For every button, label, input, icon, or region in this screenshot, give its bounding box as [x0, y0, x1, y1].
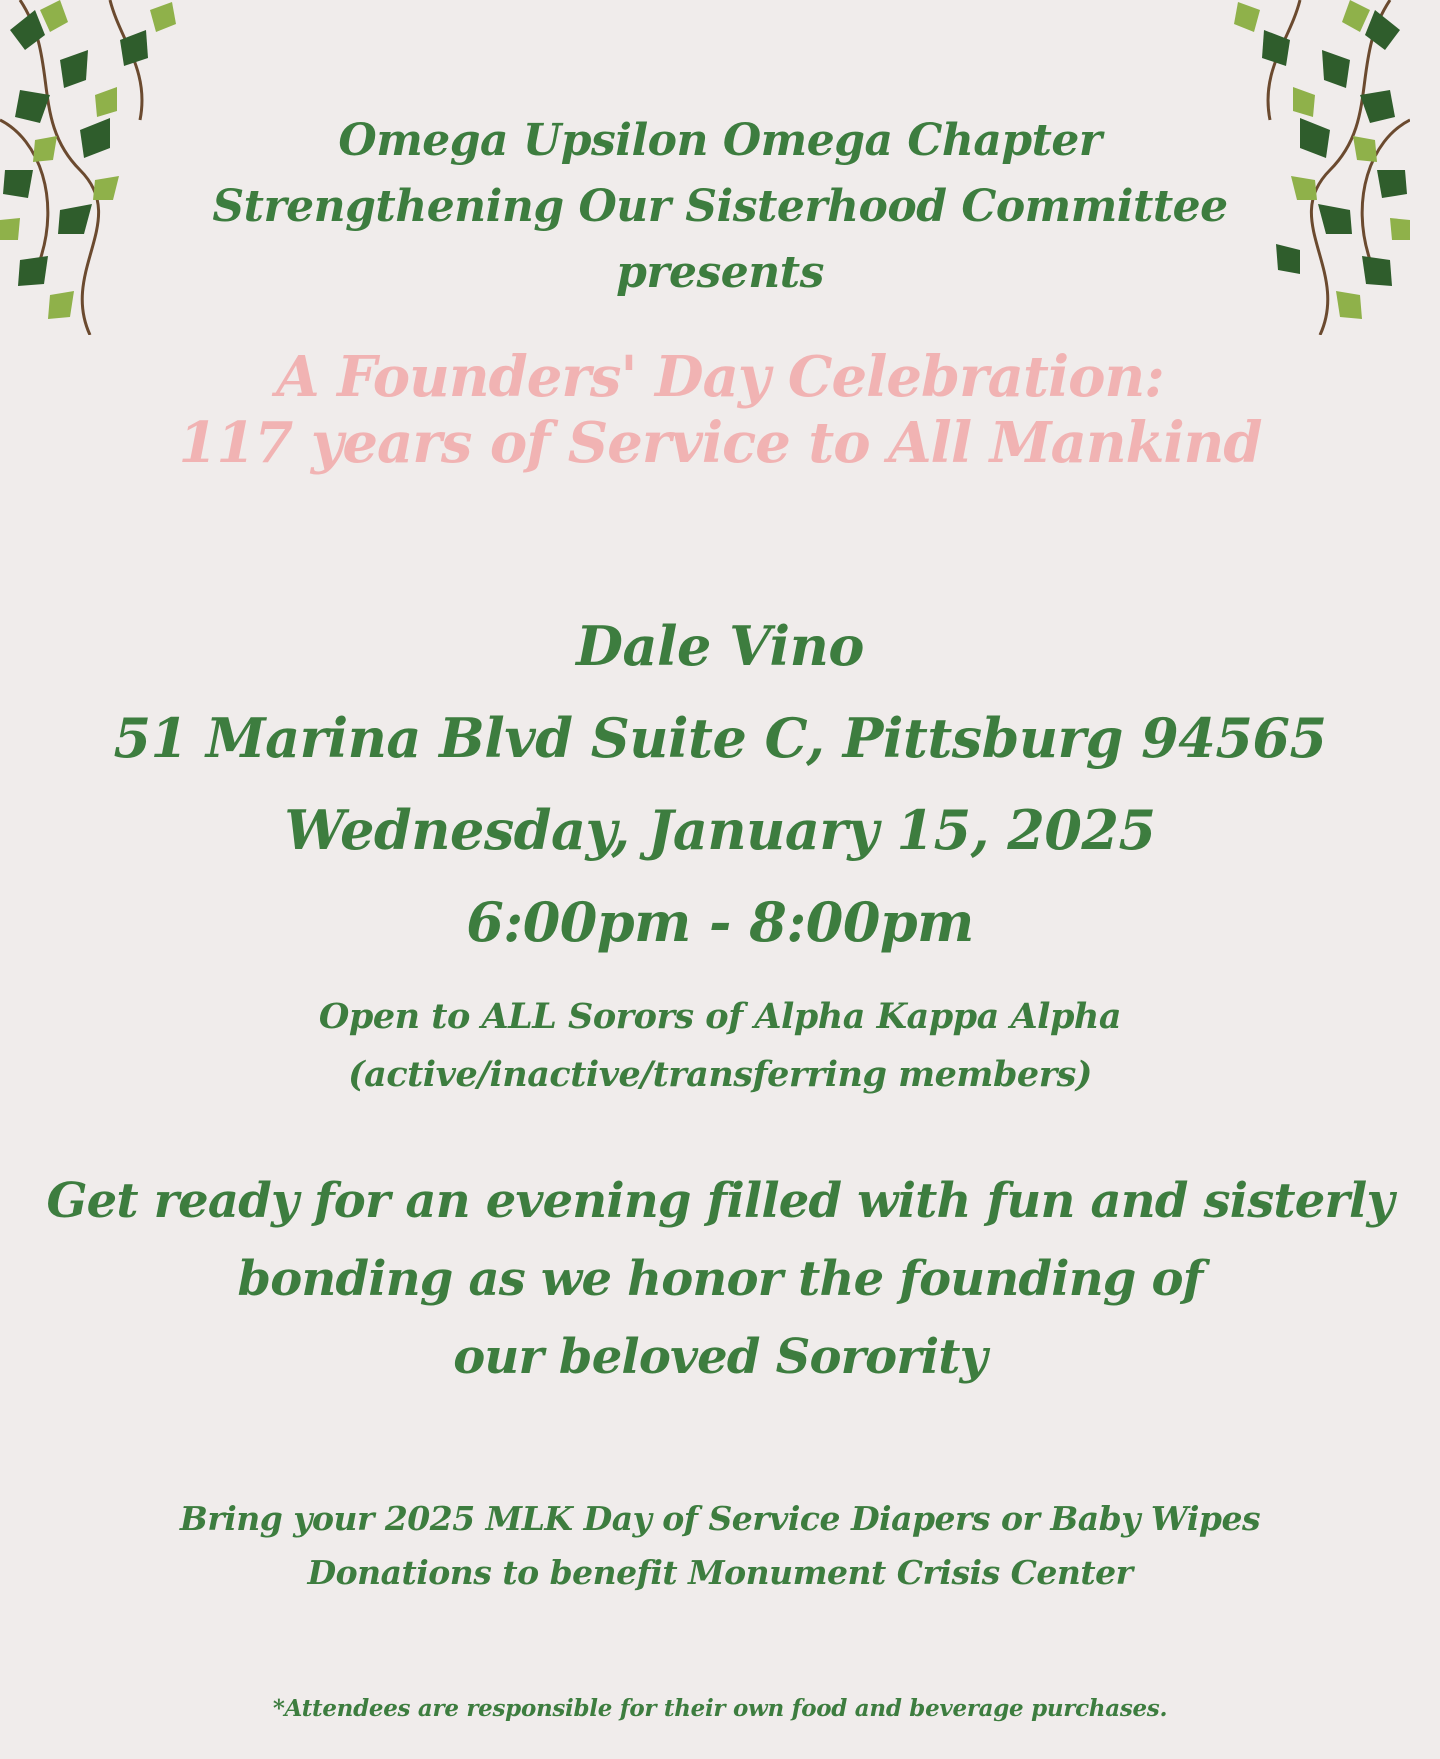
donation-note — [0, 1492, 1440, 1600]
invitation-text — [0, 1162, 1440, 1396]
donation-line-1: Bring your 2025 MLK Day of Service Diapers or Baby Wipes — [179, 1499, 1261, 1538]
presents-label: presents — [616, 247, 824, 298]
header — [0, 108, 1440, 306]
invitation-line-3: our beloved Sorority — [453, 1329, 987, 1385]
event-details — [0, 600, 1440, 968]
audience-line-2: (active/inactive/transferring members) — [348, 1054, 1092, 1095]
audience-line-1: Open to ALL Sorors of Alpha Kappa Alpha — [318, 996, 1122, 1037]
disclaimer-text: *Attendees are responsible for their own food and beverage purchases. — [272, 1695, 1168, 1722]
event-title — [0, 344, 1440, 476]
title-line-2: 117 years of Service to All Mankind — [178, 410, 1262, 476]
venue-address: 51 Marina Blvd Suite C, Pittsburg 94565 — [113, 706, 1327, 770]
event-date: Wednesday, January 15, 2025 — [284, 798, 1156, 862]
donation-line-2: Donations to benefit Monument Crisis Center — [307, 1553, 1133, 1592]
invitation-line-1: Get ready for an evening filled with fun and sisterly — [46, 1173, 1394, 1229]
committee-name: Strengthening Our Sisterhood Committee — [212, 181, 1228, 232]
chapter-name: Omega Upsilon Omega Chapter — [338, 115, 1102, 166]
title-line-1: A Founders' Day Celebration: — [276, 344, 1164, 410]
event-time: 6:00pm - 8:00pm — [466, 890, 974, 954]
venue-name: Dale Vino — [576, 614, 864, 678]
audience-note — [0, 988, 1440, 1104]
disclaimer — [0, 1694, 1440, 1724]
invitation-line-2: bonding as we honor the founding of — [237, 1251, 1203, 1307]
